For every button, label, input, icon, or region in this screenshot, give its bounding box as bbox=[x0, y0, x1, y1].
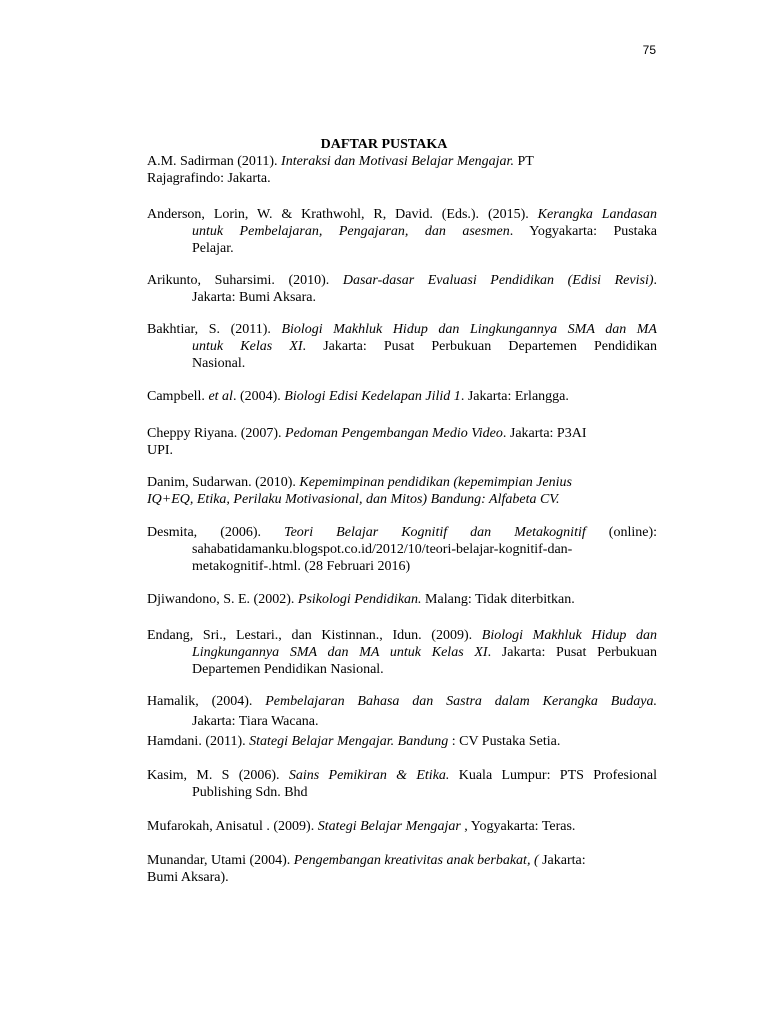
reference-text: Endang, Sri., Lestari., dan Kistinnan., Idun. (2009). bbox=[147, 628, 482, 643]
reference-entry bbox=[147, 733, 657, 750]
reference-entry bbox=[147, 693, 657, 730]
reference-text: Arikunto, Suharsimi. (2010). bbox=[147, 273, 343, 288]
reference-line bbox=[147, 206, 657, 223]
reference-entry bbox=[147, 767, 657, 801]
reference-text: . Yogyakarta: Pustaka bbox=[509, 224, 657, 239]
reference-line bbox=[147, 289, 657, 306]
reference-entry bbox=[147, 153, 657, 187]
reference-text: . Jakarta: Erlangga. bbox=[460, 389, 569, 404]
reference-text: Bumi Aksara). bbox=[147, 870, 229, 885]
reference-text: : CV Pustaka Setia. bbox=[448, 734, 561, 749]
reference-text: Munandar, Utami (2004). bbox=[147, 853, 294, 868]
reference-line bbox=[147, 338, 657, 355]
reference-text: . bbox=[653, 273, 657, 288]
reference-text: Departemen Pendidikan Nasional. bbox=[192, 662, 384, 677]
reference-text: Danim, Sudarwan. (2010). bbox=[147, 475, 300, 490]
reference-text: Bakhtiar, S. (2011). bbox=[147, 322, 282, 337]
reference-text: . Jakarta: P3AI bbox=[502, 426, 587, 441]
reference-line bbox=[147, 591, 657, 608]
reference-text: Kasim, M. S (2006). bbox=[147, 768, 289, 783]
reference-text: Malang: Tidak diterbitkan. bbox=[421, 592, 575, 607]
reference-title-text: Stategi Belajar Mengajar bbox=[317, 819, 461, 834]
reference-line bbox=[147, 541, 657, 558]
reference-text: Jakarta: Tiara Wacana. bbox=[192, 714, 319, 729]
reference-line bbox=[147, 733, 657, 750]
reference-line bbox=[147, 355, 657, 372]
reference-text: Jakarta: bbox=[538, 853, 586, 868]
reference-entry bbox=[147, 425, 657, 459]
reference-title-text: untuk Kelas XI bbox=[192, 339, 303, 354]
reference-line bbox=[147, 474, 657, 491]
reference-text: Jakarta: Bumi Aksara. bbox=[192, 290, 317, 305]
reference-line bbox=[147, 661, 657, 678]
reference-text: Cheppy Riyana. (2007). bbox=[147, 426, 286, 441]
reference-line bbox=[147, 321, 657, 338]
reference-title-text: Stategi Belajar Mengajar. Bandung bbox=[249, 734, 449, 749]
reference-title-text: Dasar-dasar Evaluasi Pendidikan (Edisi Revisi) bbox=[342, 273, 654, 288]
reference-line bbox=[147, 869, 657, 886]
reference-text: . Jakarta: Pusat Perbukuan bbox=[487, 645, 657, 660]
reference-line bbox=[147, 240, 657, 257]
reference-text: Kuala Lumpur: PTS Profesional bbox=[449, 768, 657, 783]
reference-line bbox=[147, 170, 657, 187]
reference-line bbox=[147, 818, 657, 835]
reference-line bbox=[147, 153, 657, 170]
reference-line bbox=[147, 644, 657, 661]
reference-title-text: untuk Pembelajaran, Pengajaran, dan asesmen bbox=[192, 224, 510, 239]
page-number: 75 bbox=[642, 43, 656, 57]
reference-title-text: Sains Pemikiran & Etika. bbox=[288, 768, 450, 783]
reference-text: (online): bbox=[585, 525, 658, 540]
reference-line bbox=[147, 524, 657, 541]
reference-text: Mufarokah, Anisatul . (2009). bbox=[147, 819, 318, 834]
reference-title-text: Psikologi Pendidikan. bbox=[297, 592, 422, 607]
reference-line bbox=[147, 223, 657, 240]
reference-title-text: Biologi Makhluk Hidup dan bbox=[481, 628, 657, 643]
reference-title-text: Pengembangan kreativitas anak berbakat, ( bbox=[293, 853, 539, 868]
reference-line bbox=[147, 852, 657, 869]
reference-text: . Jakarta: Pusat Perbukuan Departemen Pendidikan bbox=[302, 339, 657, 354]
reference-line bbox=[147, 425, 657, 442]
reference-title-text: Pembelajaran Bahasa dan Sastra dalam Kerangka Budaya. bbox=[265, 694, 657, 709]
reference-text: sahabatidamanku.blogspot.co.id/2012/10/teori-belajar-kognitif-dan- bbox=[192, 542, 573, 557]
reference-text: Hamdani. (2011). bbox=[147, 734, 250, 749]
reference-title-text: Interaksi dan Motivasi Belajar Mengajar. bbox=[281, 154, 514, 169]
reference-entry bbox=[147, 474, 657, 508]
reference-line bbox=[147, 272, 657, 289]
reference-text: Publishing Sdn. Bhd bbox=[192, 785, 308, 800]
reference-line bbox=[147, 388, 657, 405]
reference-entry bbox=[147, 272, 657, 306]
reference-line bbox=[147, 442, 657, 459]
reference-line bbox=[147, 627, 657, 644]
reference-entry bbox=[147, 627, 657, 678]
reference-text: Anderson, Lorin, W. & Krathwohl, R, David. (Eds.). (2015). bbox=[147, 207, 538, 222]
reference-title-text: Biologi Makhluk Hidup dan Lingkungannya SMA dan MA bbox=[281, 322, 657, 337]
reference-line bbox=[147, 491, 657, 508]
reference-entry bbox=[147, 524, 657, 575]
reference-entry bbox=[147, 321, 657, 372]
reference-entry bbox=[147, 388, 657, 405]
reference-title-text: IQ+EQ, Etika, Perilaku Motivasional, dan Mitos) Bandung: Alfabeta CV. bbox=[147, 492, 560, 507]
reference-title-text: Kepemimpinan pendidikan (kepemimpian Jenius bbox=[299, 475, 572, 490]
reference-text: metakognitif-.html. (28 Februari 2016) bbox=[192, 559, 411, 574]
reference-text: Desmita, (2006). bbox=[147, 525, 285, 540]
reference-title-text: Kerangka Landasan bbox=[537, 207, 657, 222]
reference-line bbox=[147, 693, 657, 710]
reference-line bbox=[147, 784, 657, 801]
reference-text: Djiwandono, S. E. (2002). bbox=[147, 592, 298, 607]
reference-text: Campbell. bbox=[147, 389, 209, 404]
reference-line bbox=[147, 713, 657, 730]
reference-line bbox=[147, 767, 657, 784]
reference-title-text: Teori Belajar Kognitif dan Metakognitif bbox=[284, 525, 586, 540]
reference-text: Nasional. bbox=[192, 356, 246, 371]
reference-line bbox=[147, 558, 657, 575]
reference-title-text: Lingkungannya SMA dan MA untuk Kelas XI bbox=[192, 645, 488, 660]
reference-entry bbox=[147, 852, 657, 886]
reference-text: A.M. Sadirman (2011). bbox=[147, 154, 282, 169]
reference-title-text: Biologi Edisi Kedelapan Jilid 1 bbox=[284, 389, 461, 404]
reference-text: Hamalik, (2004). bbox=[147, 694, 266, 709]
reference-title-text: et al bbox=[208, 389, 233, 404]
reference-text: Rajagrafindo: Jakarta. bbox=[147, 171, 271, 186]
reference-text: , Yogyakarta: Teras. bbox=[460, 819, 576, 834]
reference-text: UPI. bbox=[147, 443, 174, 458]
reference-entry bbox=[147, 591, 657, 608]
page-title: DAFTAR PUSTAKA bbox=[320, 137, 448, 152]
reference-entry bbox=[147, 206, 657, 257]
reference-title-text: Pedoman Pengembangan Medio Video bbox=[285, 426, 503, 441]
reference-text: Pelajar. bbox=[192, 241, 234, 256]
reference-entry bbox=[147, 818, 657, 835]
reference-text: PT bbox=[513, 154, 534, 169]
reference-text: . (2004). bbox=[232, 389, 285, 404]
